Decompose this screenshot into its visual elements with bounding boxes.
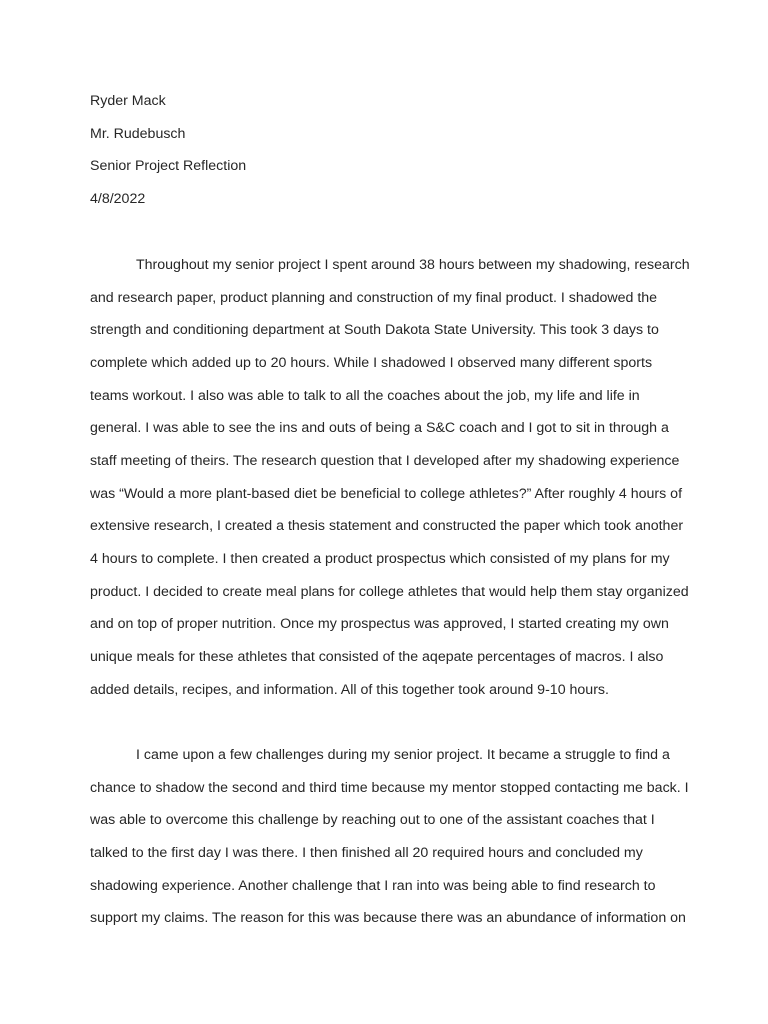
paragraph-line: added details, recipes, and information. All of this together took around 9-10 hours. [90, 682, 609, 698]
paragraph-line: support my claims. The reason for this was because there was an abundance of information on [90, 910, 686, 926]
paragraph-line: 4 hours to complete. I then created a product prospectus which consisted of my plans for my [90, 551, 670, 567]
paragraph-line: general. I was able to see the ins and outs of being a S&C coach and I got to sit in through a [90, 420, 669, 436]
document-date: 4/8/2022 [90, 191, 146, 207]
paragraph-line: strength and conditioning department at South Dakota State University. This took 3 days to [90, 322, 659, 338]
paragraph-line: complete which added up to 20 hours. While I shadowed I observed many different sports [90, 355, 653, 371]
paragraph-line: shadowing experience. Another challenge that I ran into was being able to find research to [90, 878, 656, 894]
paragraph-line: Throughout my senior project I spent around 38 hours between my shadowing, research [136, 257, 690, 273]
paragraph-line: talked to the first day I was there. I then finished all 20 required hours and concluded my [90, 845, 643, 861]
paragraph-line: chance to shadow the second and third time because my mentor stopped contacting me back. I [90, 780, 689, 796]
teacher-name: Mr. Rudebusch [90, 126, 186, 142]
paragraph-line: was able to overcome this challenge by reaching out to one of the assistant coaches that I [90, 812, 655, 828]
paragraph-line: and on top of proper nutrition. Once my prospectus was approved, I started creating my own [90, 616, 669, 632]
paragraph-line: and research paper, product planning and construction of my final product. I shadowed the [90, 290, 658, 306]
paragraph-line: unique meals for these athletes that consisted of the aqepate percentages of macros. I also [90, 649, 664, 665]
author-name: Ryder Mack [90, 93, 166, 109]
document-title: Senior Project Reflection [90, 158, 247, 174]
paragraph-line: I came upon a few challenges during my senior project. It became a struggle to find a [136, 747, 670, 763]
paragraph-line: teams workout. I also was able to talk to all the coaches about the job, my life and life in [90, 388, 640, 404]
paragraph-line: product. I decided to create meal plans for college athletes that would help them stay organized [90, 584, 689, 600]
paragraph-line: staff meeting of theirs. The research question that I developed after my shadowing experience [90, 453, 680, 469]
paragraph-line: extensive research, I created a thesis statement and constructed the paper which took another [90, 518, 684, 534]
paragraph-line: was “Would a more plant-based diet be beneficial to college athletes?” After roughly 4 hours of [90, 486, 683, 502]
